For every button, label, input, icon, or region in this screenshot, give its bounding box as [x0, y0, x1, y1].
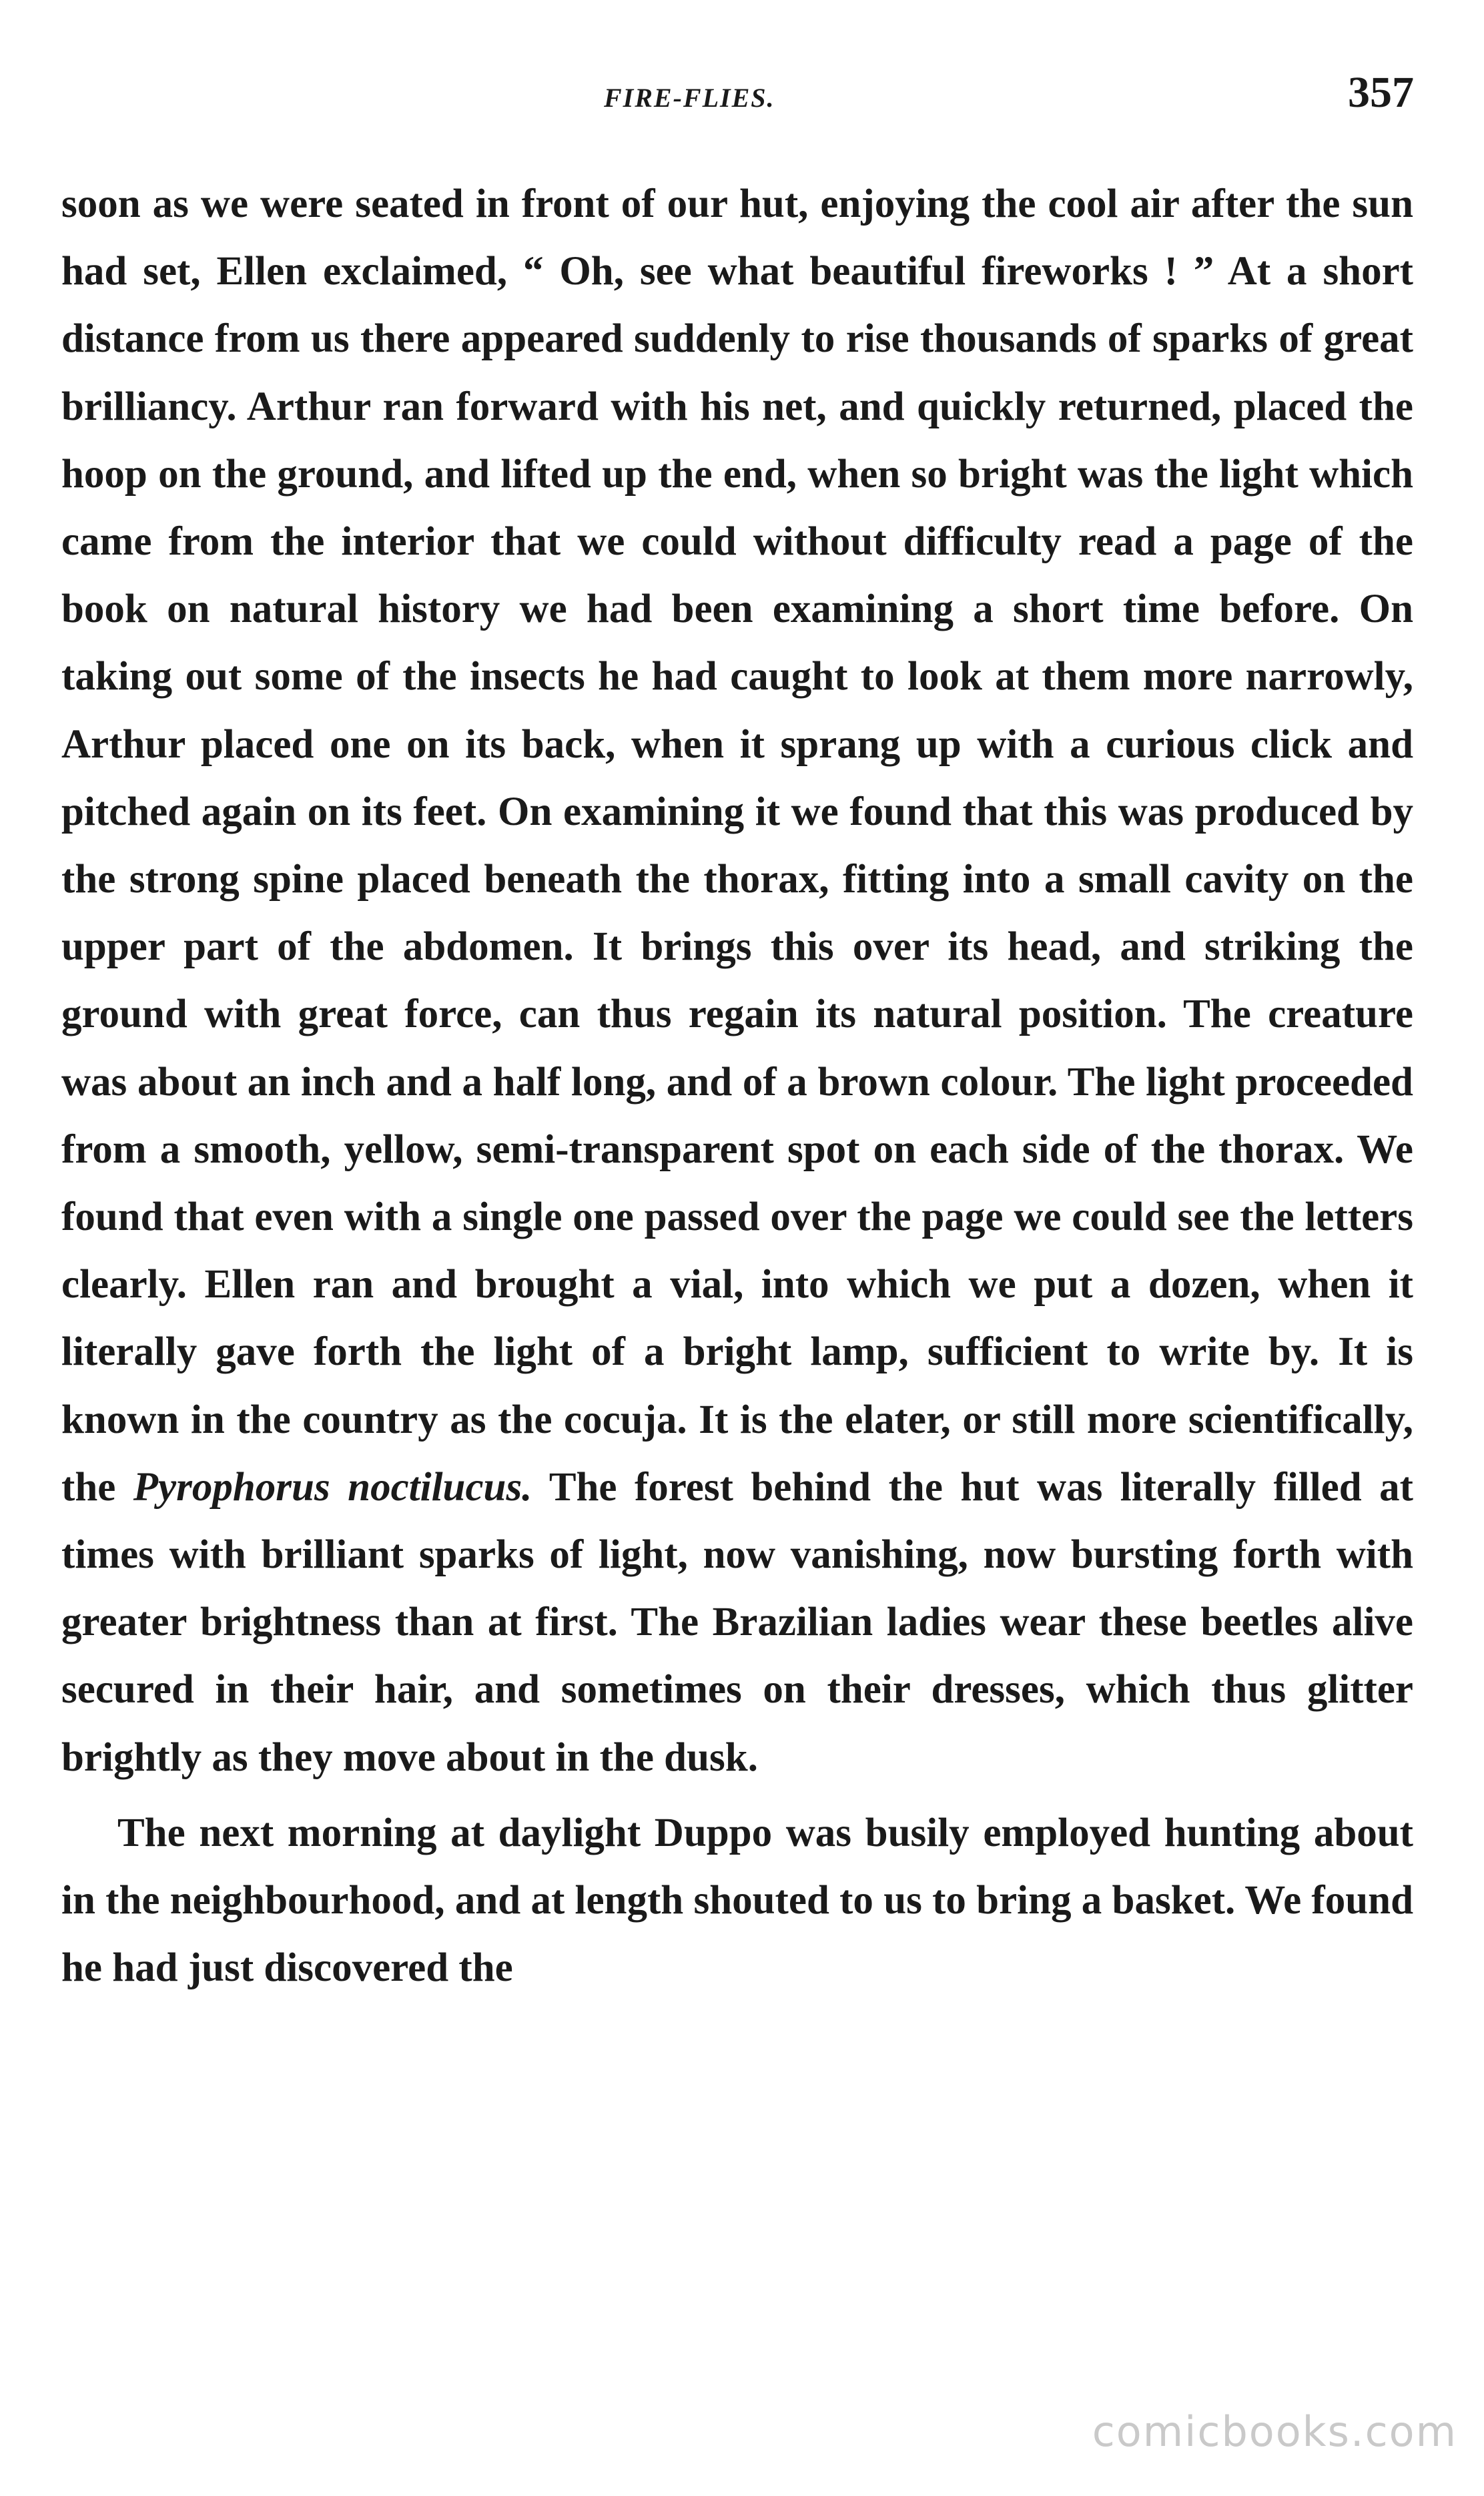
watermark: comicbooks.com [1092, 2407, 1457, 2456]
paragraph-continued [61, 170, 1413, 1791]
paragraph-text-tail: The forest behind the hut was literally filled at times with brilliant sparks of light, now vanishing, now bursting forth with greater brightness than at first. The Brazilian ladies wear these beetles alive secured in their hair, and sometimes on their dresses, which thus glitter brightly as they move about in the dusk. [61, 1464, 1413, 1780]
running-head [0, 68, 1484, 121]
species-name: Pyrophorus noctilucus. [133, 1464, 532, 1510]
running-title: FIRE-FLIES. [604, 83, 775, 113]
paragraph: The next morning at daylight Duppo was busily employed hunting about in the neighbourhood, and at length shouted to us to bring a basket. We found he had just discovered the [61, 1810, 1413, 1991]
body-text [61, 170, 1413, 2001]
page-number: 357 [1348, 68, 1414, 117]
paragraph-text: soon as we were seated in front of our hut, enjoying the cool air after the sun had set, Ellen exclaimed, “ Oh, see what beautiful fireworks ! ” At a short distance from us there appeared suddenly to rise thousands of sparks of great brilliancy. Arthur ran forward with his net, and quickly returned, placed the hoop on the ground, and lifted up the end, when so bright was the light which came from the interior that we could without difficulty read a page of the book on natural history we had been examining a short time before. On taking out some of the insects he had caught to look at them more narrowly, Arthur placed one on its back, when it sprang up with a curious click and pitched again on its feet. On examining it we found that this was produced by the strong spine placed beneath the thorax, fitting into a small cavity on the upper part of the abdomen. It brings this over its head, and striking the ground with great force, can thus regain its natural position. The creature was about an inch and a half long, and of a brown colour. The light proceeded from a smooth, yellow, semi-transparent spot on each side of the thorax. We found that even with a single one passed over the page we could see the letters clearly. Ellen ran and brought a vial, into which we put a dozen, when it literally gave forth the light of a bright lamp, sufficient to write by. It is known in the country as the cocuja. It is the elater, or still more scientifically, the [61, 182, 1413, 1510]
